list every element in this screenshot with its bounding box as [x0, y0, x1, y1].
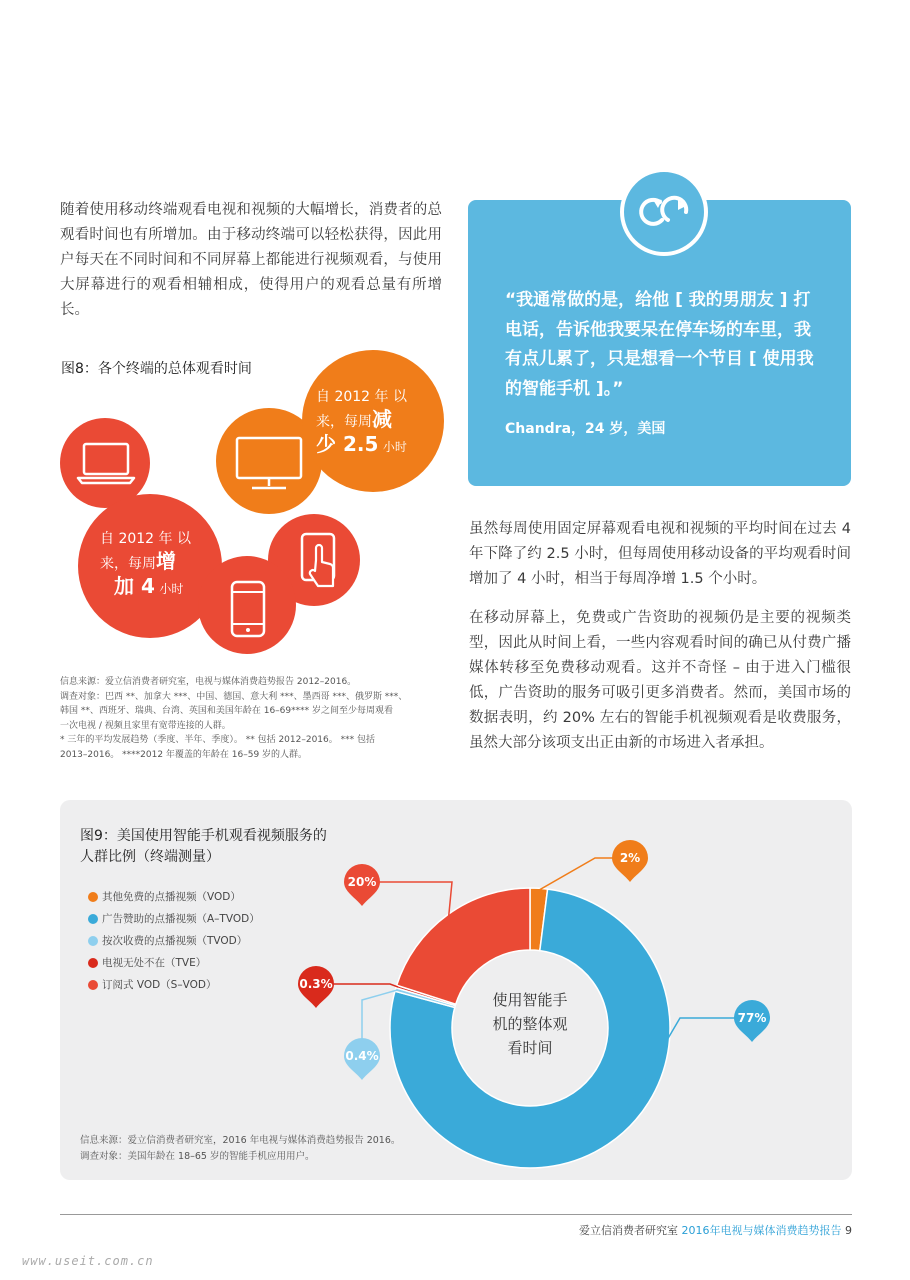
watermark: www.useit.com.cn: [22, 1254, 154, 1268]
data-label: 77%: [737, 1011, 767, 1025]
footer-rule: [60, 1214, 852, 1215]
smartphone-icon: [228, 578, 268, 640]
data-label: 0.4%: [345, 1049, 379, 1063]
footer-page: 9: [845, 1224, 852, 1237]
increase-line-1: 自 2012 年 以: [100, 531, 191, 547]
increase-line-2: 来，每周: [100, 556, 156, 572]
tablet-touch-icon: [296, 530, 342, 592]
center-line-2: 机的整体观: [492, 1015, 568, 1033]
donut-chart: [60, 800, 852, 1180]
legend-label: 其他免费的点播视频（VOD）: [102, 891, 241, 903]
figure-9-title-line-1: 图9：美国使用智能手机观看视频服务的: [80, 828, 327, 844]
data-label: 2%: [619, 851, 641, 865]
right-paragraph-2: 在移动屏幕上，免费或广告资助的视频仍是主要的视频类型，因此从时间上看，一些内容观看时间的确已从付费广播媒体转移至免费移动观看。这并不奇怪 – 由于进入门槛很低，广告资助的服务可吸引更多消费者。然而，美国市场的数据表明，约 20% 左右的智能手机视频观看是收费服务，虽然大部分该项支出正由新的市场进入者承担。: [469, 610, 851, 751]
data-label: 20%: [347, 875, 377, 889]
figure-9-title-line-2: 人群比例（终端测量）: [80, 849, 220, 865]
decrease-line-2: 来，每周: [316, 414, 372, 430]
decrease-label: [316, 386, 428, 458]
footer-org: 爱立信消费者研究室: [579, 1224, 678, 1237]
donut-center-label: [480, 988, 580, 1060]
donut-slice: [397, 888, 530, 1004]
increase-bold-2: 加 4: [114, 574, 155, 598]
note-line: * 三年的平均发展趋势（季度、半年、季度）。 ** 包括 2012–2016。 *** 包括: [60, 735, 375, 745]
increase-bold-1: 增: [156, 549, 176, 573]
source-line-1: 信息来源：爱立信消费者研究室，2016 年电视与媒体消费趋势报告 2016。: [80, 1135, 401, 1146]
note-line: 一次电视 / 视频且家里有宽带连接的人群。: [60, 720, 231, 731]
intro-paragraph: 随着使用移动终端观看电视和视频的大幅增长，消费者的总观看时间也有所增加。由于移动终端可以轻松获得，因此用户每天在不同时间和不同屏幕上都能进行视频观看，与使用大屏幕进行的观看相辅相成，使得用户的观看总量有所增长。: [60, 202, 442, 318]
decrease-line-1: 自 2012 年 以: [316, 389, 407, 405]
footer-report: 2016年电视与媒体消费趋势报告: [681, 1224, 842, 1237]
quote-author: Chandra，24 岁，美国: [505, 421, 666, 437]
note-line: 调查对象：巴西 **、加拿大 ***、中国、德国、意大利 ***、墨西哥 ***、俄罗斯 ***、: [60, 691, 408, 702]
increase-unit: 小时: [159, 582, 184, 596]
data-label: 0.3%: [299, 977, 333, 991]
figure-8-notes: [60, 675, 450, 762]
note-line: 韩国 **、西班牙、瑞典、台湾、英国和美国年龄在 16–69**** 岁之间至少每周观看: [60, 706, 393, 716]
quote-text: “我通常做的是，给他 [ 我的男朋友 ] 打电话，告诉他我要呆在停车场的车里，我有点儿累了，只是想看一个节目 [ 使用我的智能手机 ]。”: [505, 290, 814, 399]
decrease-bold-2: 少 2.5: [316, 432, 379, 456]
quote-icon-badge: [620, 168, 708, 256]
refresh-icon: [624, 172, 704, 252]
decrease-bold-1: 减: [372, 407, 392, 431]
footer: [579, 1222, 852, 1238]
note-line: 信息来源：爱立信消费者研究室，电视与媒体消费趋势报告 2012–2016。: [60, 677, 357, 687]
note-line: 2013–2016。 ****2012 年覆盖的年龄在 16–59 岁的人群。: [60, 749, 308, 760]
legend-label: 订阅式 VOD（S–VOD）: [102, 979, 217, 991]
legend-label: 电视无处不在（TVE）: [102, 957, 207, 969]
legend-label: 广告赞助的点播视频（A–TVOD）: [102, 913, 260, 925]
tv-icon: [232, 434, 306, 496]
laptop-icon: [76, 440, 136, 486]
center-line-3: 看时间: [507, 1039, 553, 1057]
source-line-2: 调查对象：美国年龄在 18–65 岁的智能手机应用用户。: [80, 1151, 315, 1162]
right-paragraph-1: 虽然每周使用固定屏幕观看电视和视频的平均时间在过去 4 年下降了约 2.5 小时，但每周使用移动设备的平均观看时间增加了 4 小时，相当于每周净增 1.5 个小时。: [469, 521, 851, 587]
legend-label: 按次收费的点播视频（TVOD）: [102, 935, 248, 947]
increase-label: [100, 528, 210, 600]
figure-9-source: [80, 1133, 400, 1165]
figure-8-title: 图8：各个终端的总体观看时间: [61, 361, 252, 377]
decrease-unit: 小时: [382, 440, 407, 454]
center-line-1: 使用智能手: [492, 991, 568, 1009]
